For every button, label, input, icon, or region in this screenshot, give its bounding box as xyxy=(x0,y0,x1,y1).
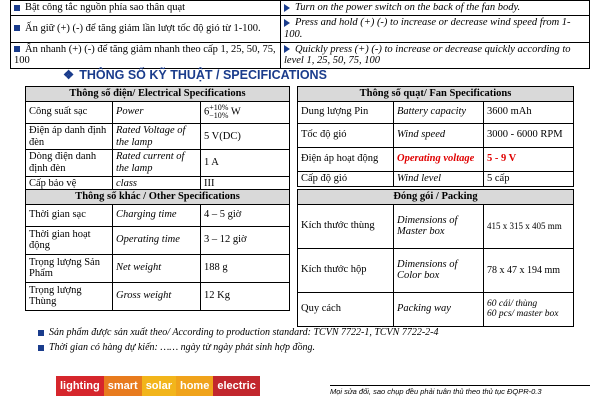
brand-word-lighting: lighting xyxy=(56,376,104,396)
fan-label-en: Wind level xyxy=(394,171,484,186)
bullet-icon xyxy=(14,5,20,11)
elec-value: III xyxy=(201,176,290,191)
pack-value: 78 x 47 x 194 mm xyxy=(484,248,574,292)
arrow-icon xyxy=(284,19,290,27)
fan-label-en: Operating voltage xyxy=(394,147,484,171)
fan-label-vi: Điện áp hoạt động xyxy=(298,147,394,171)
pack-label-vi: Quy cách xyxy=(298,292,394,326)
instruction-vi-3: Ấn nhanh (+) (-) để tăng giảm nhanh theo cấp 1, 25, 50, 75, 100 xyxy=(11,42,281,69)
instruction-vi-1: Bật công tắc nguồn phía sao thân quạt xyxy=(11,1,281,16)
other-label-en: Gross weight xyxy=(113,282,201,310)
other-label-vi: Thời gian hoạt động xyxy=(26,226,113,254)
other-label-vi: Trọng lượng Thùng xyxy=(26,282,113,310)
fan-value: 5 - 9 V xyxy=(484,147,574,171)
bullet-icon xyxy=(38,330,44,336)
instruction-vi-2: Ấn giữ (+) (-) để tăng giảm lần lượt tốc độ gió từ 1-100. xyxy=(11,16,281,43)
bullet-icon xyxy=(14,46,20,52)
fan-label-en: Battery capacity xyxy=(394,101,484,123)
pack-label-vi: Kích thước thùng xyxy=(298,204,394,248)
fan-label-en: Wind speed xyxy=(394,123,484,147)
instruction-en-2: Press and hold (+) (-) to increase or decrease wind speed from 1-100. xyxy=(281,16,590,43)
pack-label-vi: Kích thước hộp xyxy=(298,248,394,292)
arrow-icon xyxy=(284,4,290,12)
electrical-header: Thông số điện/ Electrical Specifications xyxy=(26,87,290,102)
note-standard: Sản phẩm được sản xuất theo/ According to production standard: TCVN 7722-1, TCVN 7722-2-4 xyxy=(38,327,438,338)
bullet-icon xyxy=(38,345,44,351)
diamond-icon: ❖ xyxy=(63,68,75,82)
instruction-en-3: Quickly press (+) (-) to increase or decrease quickly according to level 1, 25, 50, 75, 100 xyxy=(281,42,590,69)
other-value: 188 g xyxy=(201,254,290,282)
elec-value: 1 A xyxy=(201,150,290,177)
instruction-table xyxy=(10,0,590,69)
other-header: Thông số khác / Other Specifications xyxy=(26,190,290,205)
elec-label-en: class xyxy=(113,176,201,191)
elec-label-vi: Công suất sạc xyxy=(26,101,113,123)
elec-label-vi: Cấp bảo vệ xyxy=(26,176,113,191)
pack-label-en: Dimensions of Color box xyxy=(394,248,484,292)
other-label-vi: Thời gian sạc xyxy=(26,204,113,226)
footer-note: Mọi sửa đổi, sao chụp đều phải tuân thủ theo thủ tục ĐQPR-0.3 xyxy=(330,385,590,396)
other-value: 12 Kg xyxy=(201,282,290,310)
other-value: 4 – 5 giờ xyxy=(201,204,290,226)
bullet-icon xyxy=(14,25,20,31)
elec-label-en: Power xyxy=(113,101,201,123)
elec-label-vi: Dòng điện danh định đèn xyxy=(26,150,113,177)
fan-label-vi: Dung lượng Pin xyxy=(298,101,394,123)
electrical-table xyxy=(25,86,290,192)
fan-header: Thông số quạt/ Fan Specifications xyxy=(298,87,574,102)
note-lead-time: Thời gian có hàng dự kiến: …… ngày từ ngày phát sinh hợp đồng. xyxy=(38,342,315,353)
fan-value: 3000 - 6000 RPM xyxy=(484,123,574,147)
pack-label-en: Dimensions of Master box xyxy=(394,204,484,248)
pack-value: 60 cái/ thùng 60 pcs/ master box xyxy=(484,292,574,326)
spec-title: ❖ THÔNG SỐ KỸ THUẬT / SPECIFICATIONS xyxy=(63,68,327,82)
fan-value: 5 cấp xyxy=(484,171,574,186)
packing-header: Đóng gói / Packing xyxy=(298,190,574,205)
elec-value: 5 V(DC) xyxy=(201,123,290,150)
elec-value: 6+10% −10% W xyxy=(201,101,290,123)
brand-word-home: home xyxy=(176,376,213,396)
other-label-en: Charging time xyxy=(113,204,201,226)
pack-label-en: Packing way xyxy=(394,292,484,326)
fan-label-vi: Cấp độ gió xyxy=(298,171,394,186)
other-label-vi: Trọng lượng Sản Phẩm xyxy=(26,254,113,282)
fan-label-vi: Tốc độ gió xyxy=(298,123,394,147)
fan-table xyxy=(297,86,574,187)
brand-word-solar: solar xyxy=(142,376,176,396)
fan-value: 3600 mAh xyxy=(484,101,574,123)
brand-word-smart: smart xyxy=(104,376,142,396)
other-label-en: Operating time xyxy=(113,226,201,254)
brand-word-electric: electric xyxy=(213,376,260,396)
other-value: 3 – 12 giờ xyxy=(201,226,290,254)
brand-bar xyxy=(56,376,260,396)
elec-label-vi: Điện áp danh định đèn xyxy=(26,123,113,150)
pack-value: 415 x 315 x 405 mm xyxy=(484,204,574,248)
arrow-icon xyxy=(284,45,290,53)
instruction-en-1: Turn on the power switch on the back of the fan body. xyxy=(281,1,590,16)
packing-table xyxy=(297,189,574,327)
elec-label-en: Rated Voltage of the lamp xyxy=(113,123,201,150)
elec-label-en: Rated current of the lamp xyxy=(113,150,201,177)
other-table xyxy=(25,189,290,311)
other-label-en: Net weight xyxy=(113,254,201,282)
